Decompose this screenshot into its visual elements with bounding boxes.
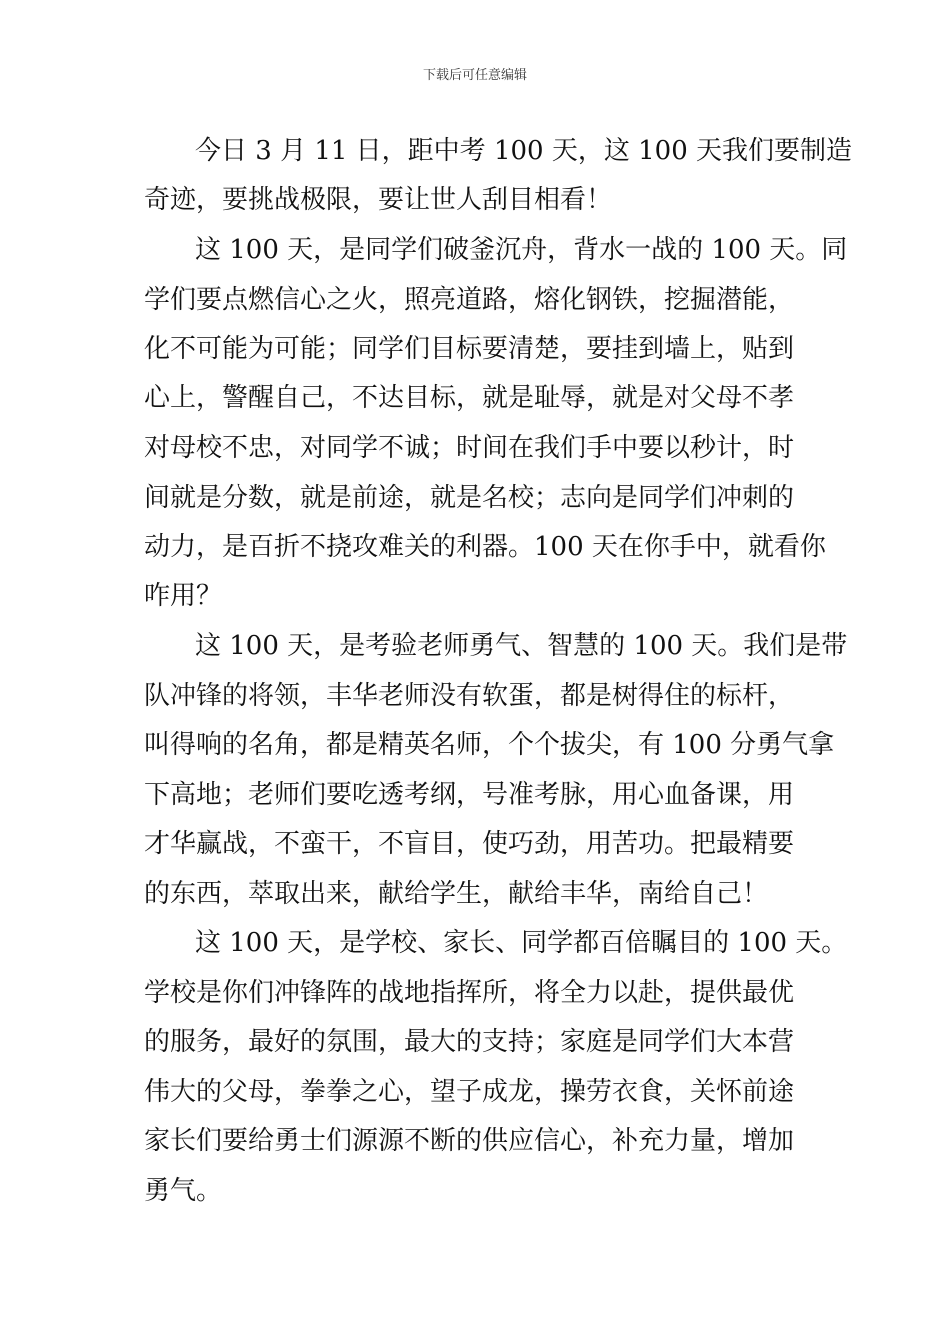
text-line: 下高地；老师们要吃透考纲，号准考脉，用心血备课，用 (144, 780, 795, 810)
text-line: 动力，是百折不挠攻难关的利器。100 天在你手中，就看你 (144, 532, 826, 562)
text-line: 才华赢战，不蛮干，不盲目，使巧劲，用苦功。把最精要 (144, 829, 795, 859)
text-line: 这 100 天，是同学们破釜沉舟，背水一战的 100 天。同 (195, 235, 848, 265)
text-line: 家长们要给勇士们源源不断的供应信心，补充力量，增加 (144, 1126, 795, 1156)
text-line: 叫得响的名角，都是精英名师，个个拔尖，有 100 分勇气拿 (144, 730, 835, 760)
text-line: 咋用？ (144, 581, 223, 611)
text-line: 化不可能为可能；同学们目标要清楚，要挂到墙上，贴到 (144, 334, 795, 364)
text-line: 的服务，最好的氛围，最大的支持；家庭是同学们大本营 (144, 1027, 795, 1057)
page-header: 下载后可任意编辑 (422, 68, 527, 83)
text-line: 这 100 天，是考验老师勇气、智慧的 100 天。我们是带 (195, 631, 848, 661)
text-line: 的东西，萃取出来，献给学生，献给丰华，南给自己！ (144, 879, 769, 909)
text-line: 今日 3 月 11 日，距中考 100 天，这 100 天我们要制造 (195, 136, 852, 166)
text-line: 心上，警醒自己，不达目标，就是耻辱，就是对父母不孝 (144, 383, 795, 413)
text-line: 学们要点燃信心之火，照亮道路，熔化钢铁，挖掘潜能， (144, 285, 795, 315)
text-line: 间就是分数，就是前途，就是名校；志向是同学们冲刺的 (144, 483, 795, 513)
text-line: 伟大的父母，拳拳之心，望子成龙，操劳衣食，关怀前途 (144, 1077, 795, 1107)
text-line: 勇气。 (144, 1176, 223, 1206)
text-line: 学校是你们冲锋阵的战地指挥所，将全力以赴，提供最优 (144, 978, 795, 1008)
text-line: 这 100 天，是学校、家长、同学都百倍瞩目的 100 天。 (195, 928, 848, 958)
text-line: 奇迹，要挑战极限，要让世人刮目相看！ (144, 185, 613, 215)
text-line: 队冲锋的将领，丰华老师没有软蛋，都是树得住的标杆， (144, 681, 795, 711)
text-line: 对母校不忠，对同学不诚；时间在我们手中要以秒计，时 (144, 433, 795, 463)
